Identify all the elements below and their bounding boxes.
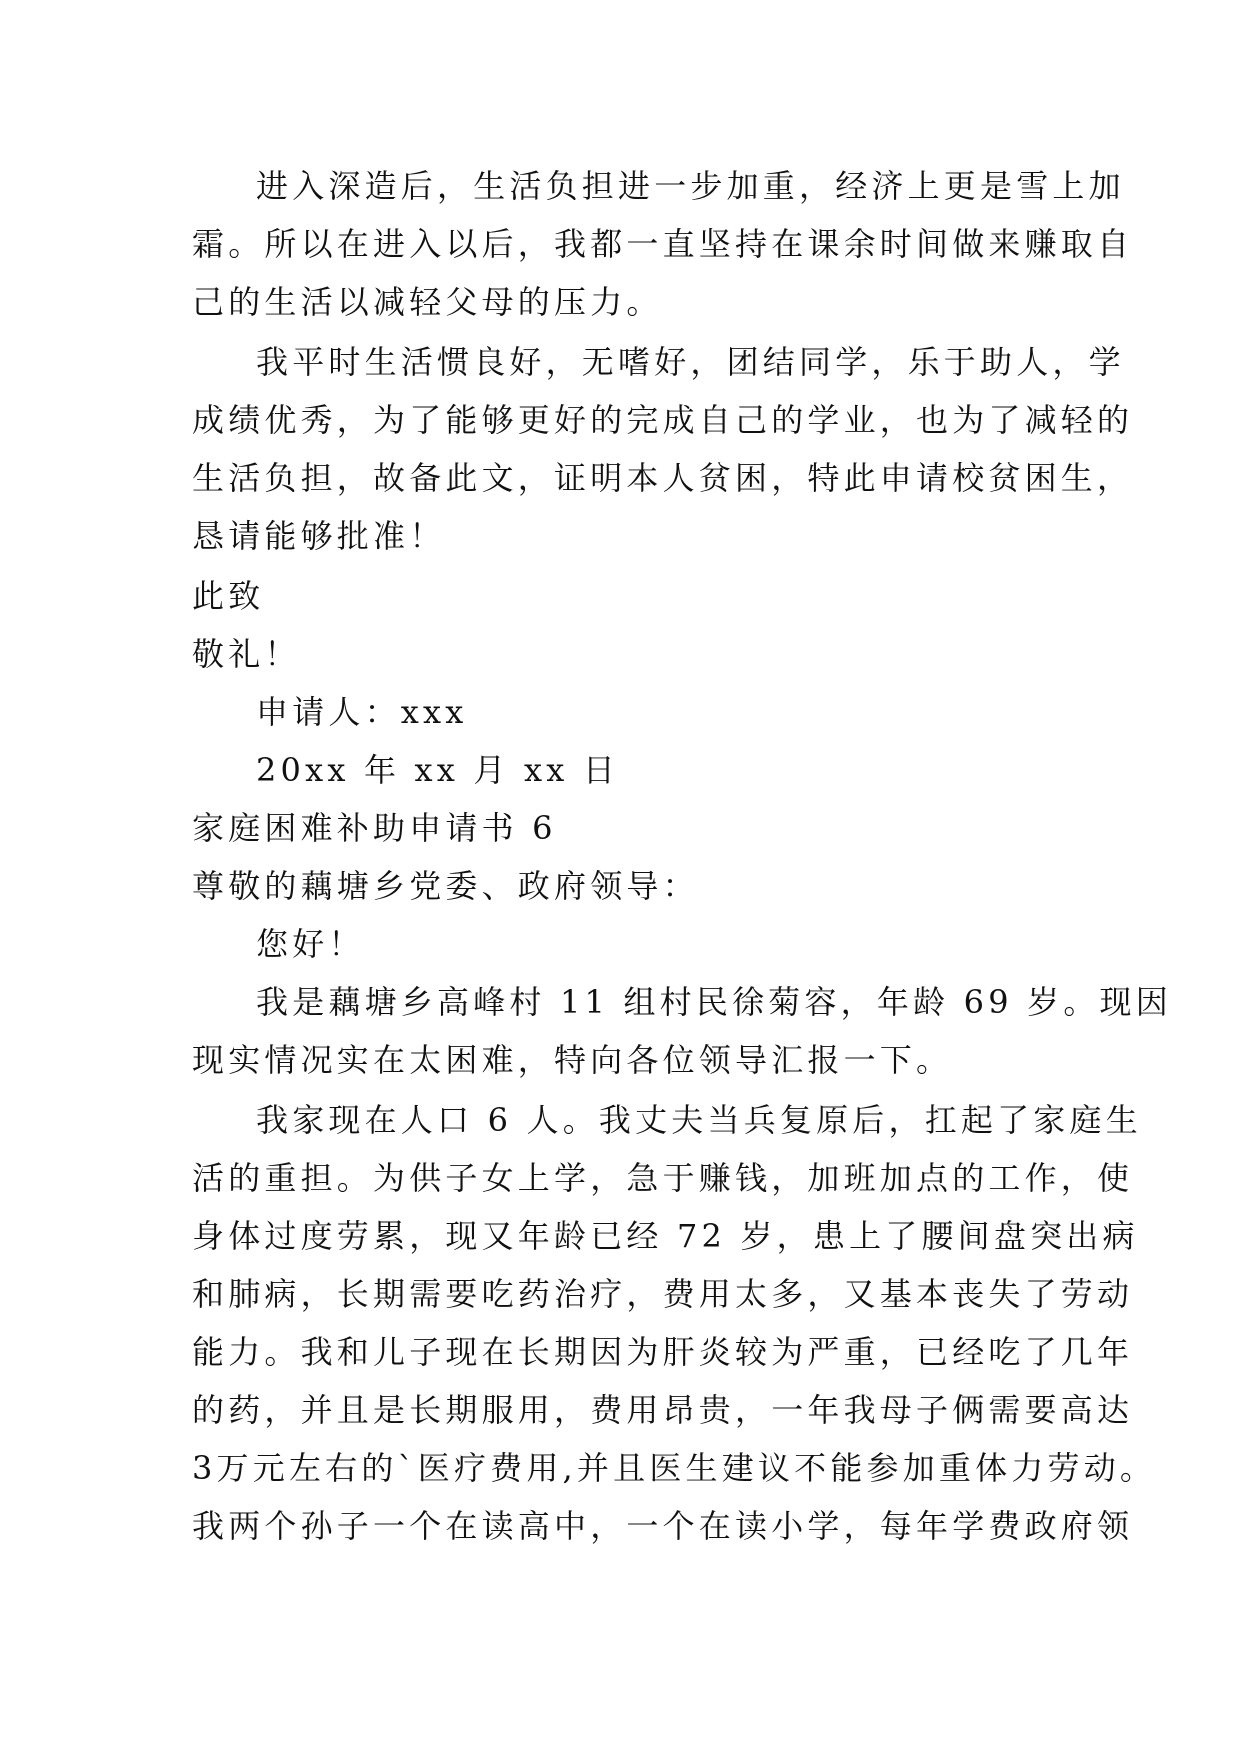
closing-line: 敬礼！ [192, 635, 301, 673]
paragraph-line: 霜。所以在进入以后，我都一直坚持在课余时间做来赚取自 [192, 225, 1134, 263]
closing-line: 此致 [192, 577, 265, 615]
paragraph-line: 现实情况实在太困难，特向各位领导汇报一下。 [192, 1041, 953, 1079]
salutation-line: 尊敬的藕塘乡党委、政府领导： [192, 867, 699, 905]
paragraph-line: 己的生活以减轻父母的压力。 [192, 283, 663, 321]
paragraph-line: 进入深造后，生活负担进一步加重，经济上更是雪上加 [256, 167, 1125, 205]
signature-line: 申请人：xxx [256, 693, 468, 731]
paragraph-line: 能力。我和儿子现在长期因为肝炎较为严重，已经吃了几年 [192, 1333, 1134, 1371]
paragraph-line: 的药，并且是长期服用，费用昂贵，一年我母子俩需要高达 [192, 1391, 1134, 1429]
paragraph-line: 我两个孙子一个在读高中，一个在读小学，每年学费政府领 [192, 1507, 1134, 1545]
paragraph-line: 我家现在人口 6 人。我丈夫当兵复原后，扛起了家庭生 [256, 1101, 1142, 1139]
paragraph-line: 恳请能够批准！ [192, 517, 446, 555]
paragraph-line: 和肺病，长期需要吃药治疗，费用太多，又基本丧失了劳动 [192, 1275, 1134, 1313]
paragraph-line: 活的重担。为供子女上学，急于赚钱，加班加点的工作，使 [192, 1159, 1134, 1197]
paragraph-line: 生活负担，故备此文，证明本人贫困，特此申请校贫困生， [192, 459, 1134, 497]
paragraph-line: 3万元左右的`医疗费用,并且医生建议不能参加重体力劳动。 [192, 1449, 1157, 1487]
greeting-line: 您好！ [256, 925, 365, 963]
date-line: 20xx 年 xx 月 xx 日 [256, 751, 620, 789]
paragraph-line: 身体过度劳累，现又年龄已经 72 岁，患上了腰间盘突出病 [192, 1217, 1139, 1255]
paragraph-line: 我平时生活惯良好，无嗜好，团结同学，乐于助人，学 [256, 343, 1125, 381]
section-title: 家庭困难补助申请书 6 [192, 809, 557, 847]
paragraph-line: 成绩优秀，为了能够更好的完成自己的学业，也为了减轻的 [192, 401, 1134, 439]
paragraph-line: 我是藕塘乡高峰村 11 组村民徐菊容，年龄 69 岁。现因 [256, 983, 1172, 1021]
